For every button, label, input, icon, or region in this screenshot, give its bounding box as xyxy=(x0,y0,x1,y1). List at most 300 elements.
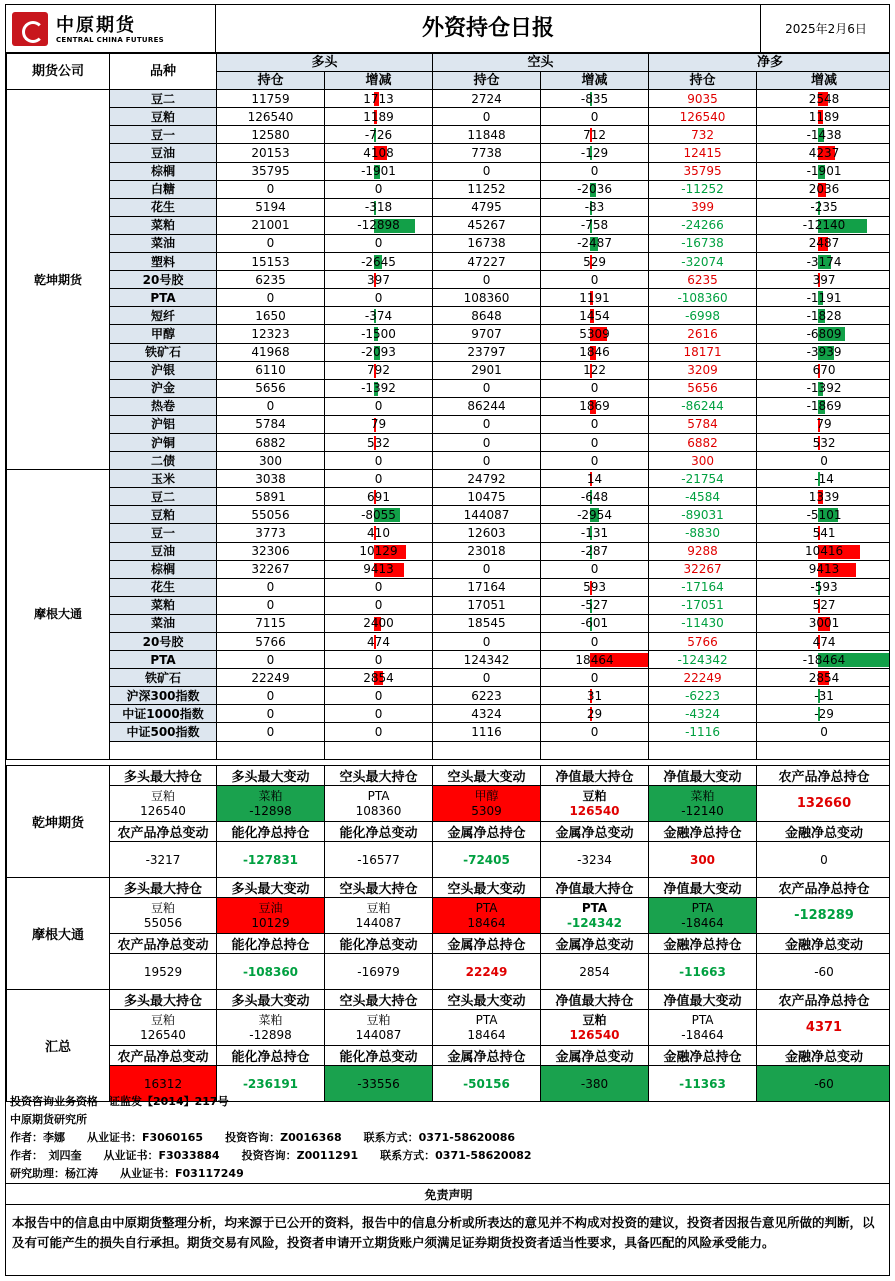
cell-value: 15153 xyxy=(251,254,290,269)
col-product-header: 品种 xyxy=(110,54,217,90)
cell-value: 0 xyxy=(482,634,491,649)
net-hold xyxy=(649,506,757,524)
summary-value: -3217 xyxy=(110,842,217,878)
table-row xyxy=(7,253,891,271)
cell-value: 5766 xyxy=(255,634,286,649)
summary-product: 豆粕 xyxy=(366,900,391,915)
cell-value: 0 xyxy=(374,598,383,613)
summary-number: 55056 xyxy=(143,915,183,930)
summary-number: 10129 xyxy=(251,915,290,930)
short-hold xyxy=(433,289,541,307)
long-hold xyxy=(217,289,325,307)
product-name: 甲醇 xyxy=(110,325,217,343)
summary-label: 金属净总变动 xyxy=(541,822,649,842)
table-row xyxy=(7,506,891,524)
summary-value xyxy=(757,1010,891,1046)
cell-value: 1846 xyxy=(579,345,610,360)
net-hold xyxy=(649,488,757,506)
logo-english: CENTRAL CHINA FUTURES xyxy=(56,36,165,44)
cell-value: 11759 xyxy=(251,91,290,106)
cell-value: 35795 xyxy=(683,164,722,179)
net-change xyxy=(757,470,890,488)
cell-value: 4324 xyxy=(471,706,502,721)
short-hold xyxy=(433,687,541,705)
net-change xyxy=(757,361,890,379)
net-hold xyxy=(649,162,757,180)
summary-number: 144087 xyxy=(355,915,402,930)
short-change xyxy=(541,325,649,343)
cell-value: 2487 xyxy=(808,236,840,251)
summary-label: 多头最大持仓 xyxy=(110,766,217,786)
cell-value: -648 xyxy=(580,489,609,504)
short-hold xyxy=(433,614,541,632)
empty-cell xyxy=(757,741,890,759)
summary-number: 18464 xyxy=(467,1027,506,1042)
net-hold-header: 持仓 xyxy=(649,72,757,90)
cell-value: -235 xyxy=(810,200,838,215)
cell-value: 691 xyxy=(367,489,390,504)
net-change xyxy=(757,126,890,144)
short-change xyxy=(541,415,649,433)
short-hold xyxy=(433,470,541,488)
summary-number: 132660 xyxy=(796,796,852,811)
summary-label: 净值最大持仓 xyxy=(541,990,649,1010)
cell-value: -601 xyxy=(580,616,609,631)
long-change xyxy=(325,90,433,108)
summary-label: 净值最大持仓 xyxy=(541,878,649,898)
cell-value: 0 xyxy=(482,272,491,287)
net-hold xyxy=(649,614,757,632)
net-hold xyxy=(649,180,757,198)
cell-value: 5784 xyxy=(687,417,718,432)
short-change xyxy=(541,506,649,524)
net-hold xyxy=(649,452,757,470)
long-hold xyxy=(217,253,325,271)
net-hold xyxy=(649,271,757,289)
cell-value: 529 xyxy=(583,254,606,269)
cell-value: 0 xyxy=(266,236,275,251)
net-hold xyxy=(649,90,757,108)
long-change xyxy=(325,234,433,252)
short-hold xyxy=(433,452,541,470)
product-name: 豆二 xyxy=(110,488,217,506)
summary-label: 空头最大持仓 xyxy=(325,990,433,1010)
long-hold xyxy=(217,162,325,180)
short-change xyxy=(541,397,649,415)
cell-value: 1713 xyxy=(363,91,394,106)
cell-value: 670 xyxy=(812,363,836,378)
cell-value: 12323 xyxy=(251,326,290,341)
long-hold xyxy=(217,687,325,705)
cell-value: -1116 xyxy=(685,725,720,740)
summary-label-row xyxy=(7,766,891,786)
long-change xyxy=(325,343,433,361)
summary-value: 2854 xyxy=(541,954,649,990)
long-hold xyxy=(217,415,325,433)
table-row xyxy=(7,651,891,669)
long-change xyxy=(325,162,433,180)
summary-label-row xyxy=(7,1046,891,1066)
cell-value: -12140 xyxy=(802,218,846,233)
cell-value: -6809 xyxy=(806,326,842,341)
short-change xyxy=(541,379,649,397)
table-row xyxy=(7,542,891,560)
cell-value: 10129 xyxy=(359,544,398,559)
cell-value: 0 xyxy=(590,381,599,396)
short-hold xyxy=(433,162,541,180)
net-change-header: 增减 xyxy=(757,72,890,90)
cell-value: 0 xyxy=(266,706,275,721)
summary-number: -12140 xyxy=(681,803,724,818)
summary-value xyxy=(649,786,757,822)
short-change xyxy=(541,614,649,632)
cell-value: 0 xyxy=(590,725,599,740)
cell-value: -5101 xyxy=(806,507,842,522)
cell-value: 474 xyxy=(812,634,836,649)
net-hold xyxy=(649,379,757,397)
cell-value: -1828 xyxy=(806,308,842,323)
summary-value: -3234 xyxy=(541,842,649,878)
long-change xyxy=(325,180,433,198)
footer-line: 作者：李娜 从业证书：F3060165 投资咨询：Z0016368 联系方式：0371-58620086 xyxy=(10,1131,516,1144)
summary-number: -12898 xyxy=(249,803,292,818)
summary-value xyxy=(541,786,649,822)
cell-value: 0 xyxy=(820,725,828,740)
product-name: 中证1000指数 xyxy=(110,705,217,723)
cell-value: -2954 xyxy=(577,507,612,522)
short-change xyxy=(541,307,649,325)
cell-value: 126540 xyxy=(679,109,726,124)
summary-value: 300 xyxy=(649,842,757,878)
table-row xyxy=(7,488,891,506)
cell-value: -108360 xyxy=(677,290,728,305)
summary-number: 4371 xyxy=(805,1020,843,1035)
cell-value: -17164 xyxy=(681,580,724,595)
long-change xyxy=(325,271,433,289)
net-change xyxy=(757,433,890,451)
table-row xyxy=(7,633,891,651)
summary-label: 能化净总持仓 xyxy=(217,934,325,954)
short-change xyxy=(541,198,649,216)
cell-value: 712 xyxy=(583,127,606,142)
cell-value: 0 xyxy=(374,471,383,486)
table-row xyxy=(7,90,891,108)
summary-label: 农产品净总持仓 xyxy=(757,766,891,786)
cell-value: 5194 xyxy=(255,200,286,215)
cell-value: 1339 xyxy=(808,489,840,504)
cell-value: 6882 xyxy=(687,435,718,450)
summary-value xyxy=(325,1010,433,1046)
short-hold xyxy=(433,415,541,433)
product-name: 豆油 xyxy=(110,542,217,560)
net-hold xyxy=(649,253,757,271)
cell-value: -12898 xyxy=(357,218,400,233)
col-short-header: 空头 xyxy=(433,54,649,72)
long-change xyxy=(325,361,433,379)
long-hold xyxy=(217,669,325,687)
net-change xyxy=(757,488,890,506)
net-change xyxy=(757,90,890,108)
product-name: 菜油 xyxy=(110,234,217,252)
cell-value: -1392 xyxy=(806,381,842,396)
table-row xyxy=(7,271,891,289)
summary-value xyxy=(217,898,325,934)
cell-value: -374 xyxy=(364,308,393,323)
net-hold xyxy=(649,144,757,162)
cell-value: -527 xyxy=(580,598,609,613)
summary-value xyxy=(757,786,891,822)
cell-value: 2036 xyxy=(808,182,840,197)
net-change xyxy=(757,234,890,252)
short-hold xyxy=(433,633,541,651)
long-hold xyxy=(217,307,325,325)
cell-value: 24792 xyxy=(467,471,506,486)
short-hold xyxy=(433,379,541,397)
product-name: 中证500指数 xyxy=(110,723,217,741)
short-change xyxy=(541,723,649,741)
net-change xyxy=(757,669,890,687)
product-name: 沪银 xyxy=(110,361,217,379)
short-hold xyxy=(433,578,541,596)
net-change xyxy=(757,289,890,307)
net-change xyxy=(757,397,890,415)
cell-value: 14 xyxy=(586,471,603,486)
short-change-header: 增减 xyxy=(541,72,649,90)
summary-label: 金属净总变动 xyxy=(541,1046,649,1066)
summary-number: -18464 xyxy=(681,1027,724,1042)
long-change xyxy=(325,379,433,397)
short-hold xyxy=(433,723,541,741)
net-change xyxy=(757,705,890,723)
summary-label: 多头最大变动 xyxy=(217,990,325,1010)
cell-value: 541 xyxy=(812,525,836,540)
cell-value: 2616 xyxy=(687,326,718,341)
net-hold xyxy=(649,560,757,578)
short-change xyxy=(541,669,649,687)
cell-value: 792 xyxy=(367,363,390,378)
summary-label: 能化净总持仓 xyxy=(217,1046,325,1066)
short-hold xyxy=(433,361,541,379)
table-row xyxy=(7,415,891,433)
cell-value: 593 xyxy=(583,580,606,595)
cell-value: 17164 xyxy=(467,580,506,595)
col-long-header: 多头 xyxy=(217,54,433,72)
long-change xyxy=(325,669,433,687)
summary-label: 金融净总持仓 xyxy=(649,934,757,954)
short-change xyxy=(541,687,649,705)
cell-value: 108360 xyxy=(463,290,510,305)
long-hold xyxy=(217,705,325,723)
long-hold xyxy=(217,379,325,397)
cell-value: 3209 xyxy=(687,363,718,378)
product-name: 沪铜 xyxy=(110,433,217,451)
summary-number: 144087 xyxy=(355,1027,402,1042)
summary-value: -11663 xyxy=(649,954,757,990)
cell-value: 410 xyxy=(367,525,390,540)
short-hold xyxy=(433,253,541,271)
cell-value: 5891 xyxy=(255,489,286,504)
cell-value: 41968 xyxy=(251,345,290,360)
cell-value: 300 xyxy=(259,453,282,468)
long-hold xyxy=(217,470,325,488)
cell-value: 2854 xyxy=(363,670,394,685)
cell-value: 532 xyxy=(367,435,390,450)
short-hold xyxy=(433,90,541,108)
long-hold-header: 持仓 xyxy=(217,72,325,90)
cell-value: 0 xyxy=(590,435,599,450)
product-name: 白糖 xyxy=(110,180,217,198)
cell-value: 1454 xyxy=(579,308,610,323)
table-row xyxy=(7,162,891,180)
long-hold xyxy=(217,524,325,542)
cell-value: 0 xyxy=(266,598,275,613)
summary-label: 空头最大持仓 xyxy=(325,766,433,786)
cell-value: 0 xyxy=(374,652,383,667)
report-date: 2025年2月6日 xyxy=(785,22,867,36)
short-hold xyxy=(433,108,541,126)
cell-value: 3038 xyxy=(255,471,286,486)
table-row xyxy=(7,452,891,470)
product-name: 沪金 xyxy=(110,379,217,397)
summary-value: -11363 xyxy=(649,1066,757,1102)
summary-product: PTA xyxy=(475,900,498,915)
long-hold xyxy=(217,343,325,361)
net-hold xyxy=(649,397,757,415)
summary-value xyxy=(433,786,541,822)
cell-value: 0 xyxy=(590,272,599,287)
cell-value: -1500 xyxy=(361,326,396,341)
summary-value xyxy=(110,898,217,934)
summary-value: -16979 xyxy=(325,954,433,990)
col-net-header: 净多 xyxy=(649,54,890,72)
cell-value: 6110 xyxy=(255,363,286,378)
cell-value: 0 xyxy=(482,453,491,468)
cell-value: 0 xyxy=(482,164,491,179)
summary-number: 108360 xyxy=(355,803,402,818)
long-change xyxy=(325,651,433,669)
table-row xyxy=(7,198,891,216)
cell-value: 22249 xyxy=(251,670,290,685)
cell-value: 18171 xyxy=(683,345,722,360)
net-change xyxy=(757,271,890,289)
cell-value: 22249 xyxy=(683,670,722,685)
summary-value-row xyxy=(7,786,891,822)
cell-value: 5656 xyxy=(687,381,718,396)
table-row xyxy=(7,687,891,705)
summary-value xyxy=(757,898,891,934)
long-change xyxy=(325,198,433,216)
long-change xyxy=(325,397,433,415)
net-change xyxy=(757,343,890,361)
summary-label: 金属净总变动 xyxy=(541,934,649,954)
table-row xyxy=(7,307,891,325)
summary-product: 菜粕 xyxy=(258,1012,283,1027)
summary-number: -18464 xyxy=(681,915,724,930)
cell-value: 6235 xyxy=(255,272,286,287)
summary-product: 豆油 xyxy=(258,900,283,915)
cell-value: 0 xyxy=(374,706,383,721)
cell-value: 124342 xyxy=(463,652,510,667)
summary-number: -12898 xyxy=(249,1027,292,1042)
cell-value: -2487 xyxy=(577,236,612,251)
cell-value: 0 xyxy=(482,109,491,124)
long-change xyxy=(325,506,433,524)
short-hold xyxy=(433,596,541,614)
cell-value: 0 xyxy=(266,652,275,667)
summary-label-row xyxy=(7,822,891,842)
product-name: PTA xyxy=(110,289,217,307)
long-hold xyxy=(217,596,325,614)
product-name: 沪铝 xyxy=(110,415,217,433)
cell-value: -86244 xyxy=(681,399,724,414)
net-change xyxy=(757,415,890,433)
long-hold xyxy=(217,325,325,343)
cell-value: 47227 xyxy=(467,254,506,269)
short-hold xyxy=(433,307,541,325)
empty-cell xyxy=(217,741,325,759)
cell-value: -29 xyxy=(814,706,834,721)
long-hold xyxy=(217,578,325,596)
summary-label: 金属净总持仓 xyxy=(433,822,541,842)
long-hold xyxy=(217,234,325,252)
cell-value: 20153 xyxy=(251,146,290,161)
short-change xyxy=(541,452,649,470)
cell-value: 9288 xyxy=(687,544,718,559)
long-hold xyxy=(217,651,325,669)
cell-value: 21001 xyxy=(251,218,290,233)
cell-value: 18545 xyxy=(467,616,506,631)
product-name: 菜油 xyxy=(110,614,217,632)
summary-value-row xyxy=(7,954,891,990)
cell-value: 5784 xyxy=(255,417,286,432)
table-row xyxy=(7,705,891,723)
cell-value: 300 xyxy=(691,453,714,468)
long-hold xyxy=(217,542,325,560)
cell-value: 0 xyxy=(820,453,828,468)
long-change xyxy=(325,470,433,488)
net-change xyxy=(757,325,890,343)
summary-product: 豆粕 xyxy=(582,788,607,803)
cell-value: 5656 xyxy=(255,381,286,396)
cell-value: 1189 xyxy=(808,109,840,124)
short-hold xyxy=(433,542,541,560)
long-hold xyxy=(217,108,325,126)
summary-label: 多头最大持仓 xyxy=(110,990,217,1010)
empty-cell xyxy=(649,741,757,759)
long-change xyxy=(325,452,433,470)
summary-label: 金属净总持仓 xyxy=(433,934,541,954)
product-name: PTA xyxy=(110,651,217,669)
summary-value: -16577 xyxy=(325,842,433,878)
net-hold xyxy=(649,542,757,560)
table-row xyxy=(7,397,891,415)
net-change xyxy=(757,216,890,234)
cell-value: 144087 xyxy=(463,507,510,522)
summary-value-row xyxy=(7,842,891,878)
short-change xyxy=(541,108,649,126)
cell-value: -16738 xyxy=(681,236,724,251)
net-hold xyxy=(649,633,757,651)
table-row xyxy=(7,614,891,632)
product-name: 豆油 xyxy=(110,144,217,162)
footer-line: 投资咨询业务资格 证监发【2014】217号 xyxy=(10,1095,229,1108)
table-row xyxy=(7,379,891,397)
cell-value: -11430 xyxy=(681,616,724,631)
long-hold xyxy=(217,560,325,578)
summary-label: 农产品净总持仓 xyxy=(757,990,891,1010)
long-change xyxy=(325,253,433,271)
table-row xyxy=(7,433,891,451)
